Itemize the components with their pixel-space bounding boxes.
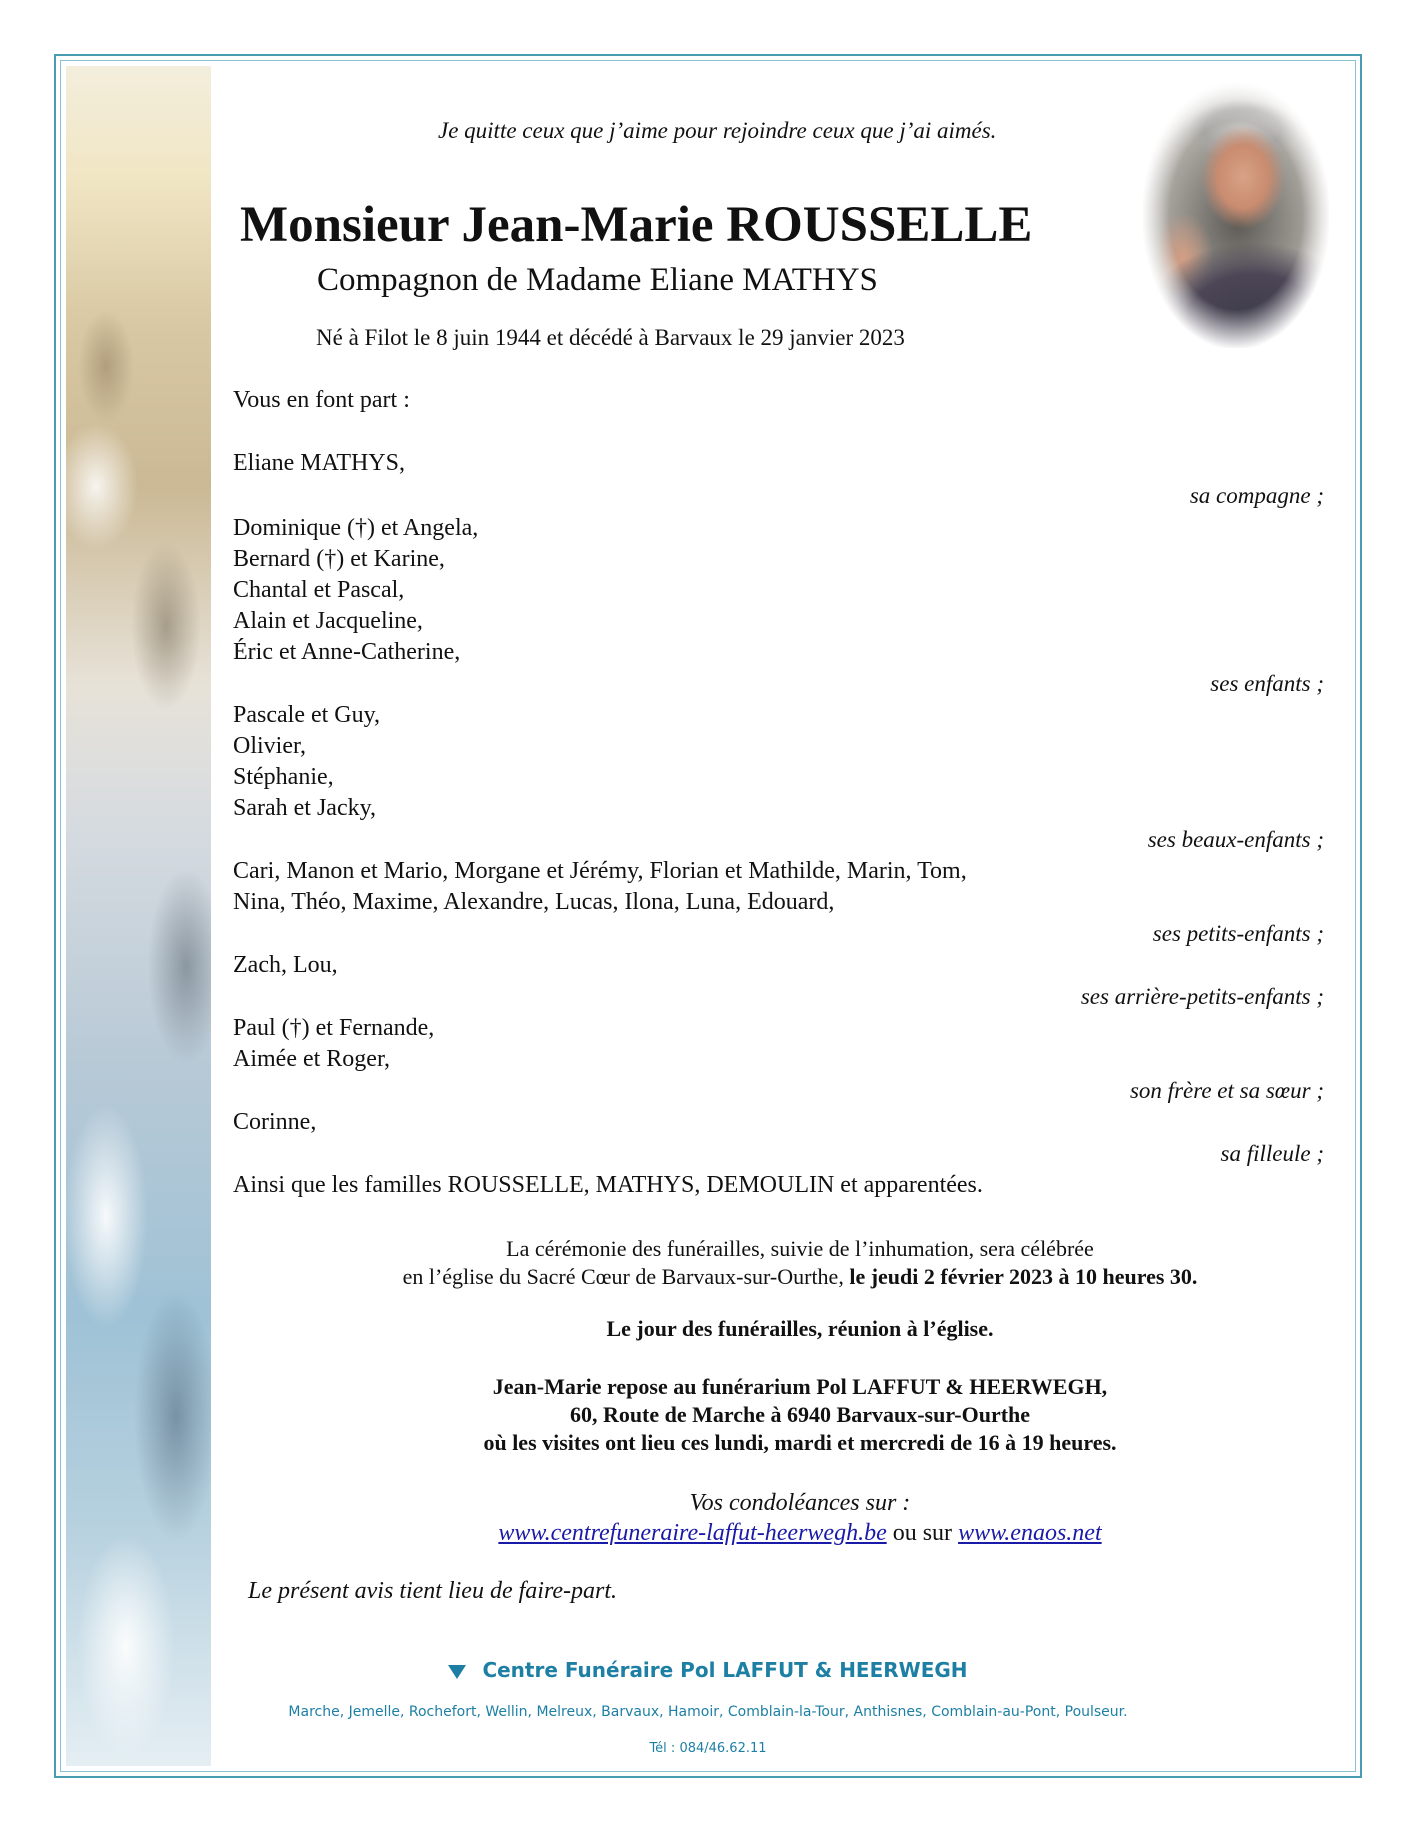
relation-children: ses enfants ; xyxy=(1210,671,1324,696)
list-item: Corinne, xyxy=(233,1109,317,1135)
list-item: Zach, Lou, xyxy=(233,952,338,978)
list-item: Bernard (†) et Karine, xyxy=(233,546,445,572)
relation-grandchildren: ses petits-enfants ; xyxy=(1152,921,1324,946)
epigraph-quote: Je quitte ceux que j’aime pour rejoindre ceux que j’ai aimés. xyxy=(438,118,997,143)
relation-siblings: son frère et sa sœur ; xyxy=(1129,1078,1324,1103)
list-item: Alain et Jacqueline, xyxy=(233,608,423,634)
funeral-home-link[interactable]: www.centrefuneraire-laffut-heerwegh.be xyxy=(498,1520,887,1546)
list-item: Stéphanie, xyxy=(233,764,334,790)
list-item: Aimée et Roger, xyxy=(233,1046,390,1072)
birth-death-line: Né à Filot le 8 juin 1944 et décédé à Barvaux le 29 janvier 2023 xyxy=(316,325,905,350)
relation-companion: sa compagne ; xyxy=(1189,483,1324,508)
footer-company xyxy=(0,1658,1416,1682)
notice-line: Le présent avis tient lieu de faire-part. xyxy=(248,1578,618,1604)
relation-goddaughter: sa filleule ; xyxy=(1220,1141,1324,1166)
ceremony-place: en l’église du Sacré Cœur de Barvaux-sur-Ourthe, xyxy=(402,1264,850,1289)
link-joiner: ou sur xyxy=(886,1520,959,1546)
snowy-forest-image xyxy=(66,66,211,1766)
ceremony-line-2 xyxy=(240,1264,1360,1290)
condolences-label: Vos condoléances sur : xyxy=(689,1490,911,1516)
list-item: Chantal et Pascal, xyxy=(233,577,405,603)
list-item: Nina, Théo, Maxime, Alexandre, Lucas, Ilona, Luna, Edouard, xyxy=(233,889,835,915)
triangle-down-icon xyxy=(448,1665,466,1679)
relation-stepchildren: ses beaux-enfants ; xyxy=(1147,827,1324,852)
list-item: Paul (†) et Fernande, xyxy=(233,1015,435,1041)
deceased-name: Monsieur Jean-Marie ROUSSELLE xyxy=(240,197,1033,253)
list-item: Cari, Manon et Mario, Morgane et Jérémy, Florian et Mathilde, Marin, Tom, xyxy=(233,858,967,884)
condolences-links xyxy=(240,1520,1360,1547)
list-item: Dominique (†) et Angela, xyxy=(233,515,479,541)
relation-great-grandchildren: ses arrière-petits-enfants ; xyxy=(1080,984,1324,1009)
ceremony-date: le jeudi 2 février 2023 à 10 heures 30. xyxy=(849,1264,1198,1289)
list-item: Sarah et Jacky, xyxy=(233,795,377,821)
rest-line-3: où les visites ont lieu ces lundi, mardi et mercredi de 16 à 19 heures. xyxy=(483,1430,1117,1455)
companion-name: Eliane MATHYS, xyxy=(233,450,405,476)
meeting-line: Le jour des funérailles, réunion à l’église. xyxy=(606,1316,994,1341)
portrait-photo xyxy=(1143,82,1329,348)
rest-line-1: Jean-Marie repose au funérarium Pol LAFFUT & HEERWEGH, xyxy=(492,1374,1108,1399)
families-line: Ainsi que les familles ROUSSELLE, MATHYS, DEMOULIN et apparentées. xyxy=(233,1172,983,1198)
enaos-link[interactable]: www.enaos.net xyxy=(958,1520,1102,1546)
companion-line: Compagnon de Madame Eliane MATHYS xyxy=(317,262,878,298)
list-item: Éric et Anne-Catherine, xyxy=(233,639,461,665)
footer-company-name: Centre Funéraire Pol LAFFUT & HEERWEGH xyxy=(482,1658,968,1682)
footer-phone: Tél : 084/46.62.11 xyxy=(649,1741,767,1756)
ceremony-line-1: La cérémonie des funérailles, suivie de l’inhumation, sera célébrée xyxy=(506,1236,1094,1261)
intro-line: Vous en font part : xyxy=(233,387,410,413)
list-item: Pascale et Guy, xyxy=(233,702,381,728)
list-item: Olivier, xyxy=(233,733,307,759)
rest-line-2: 60, Route de Marche à 6940 Barvaux-sur-Ourthe xyxy=(569,1402,1031,1427)
footer-locations: Marche, Jemelle, Rochefort, Wellin, Melreux, Barvaux, Hamoir, Comblain-la-Tour, Anthisnes, Comblain-au-Pont, Poulseur. xyxy=(288,1704,1128,1720)
